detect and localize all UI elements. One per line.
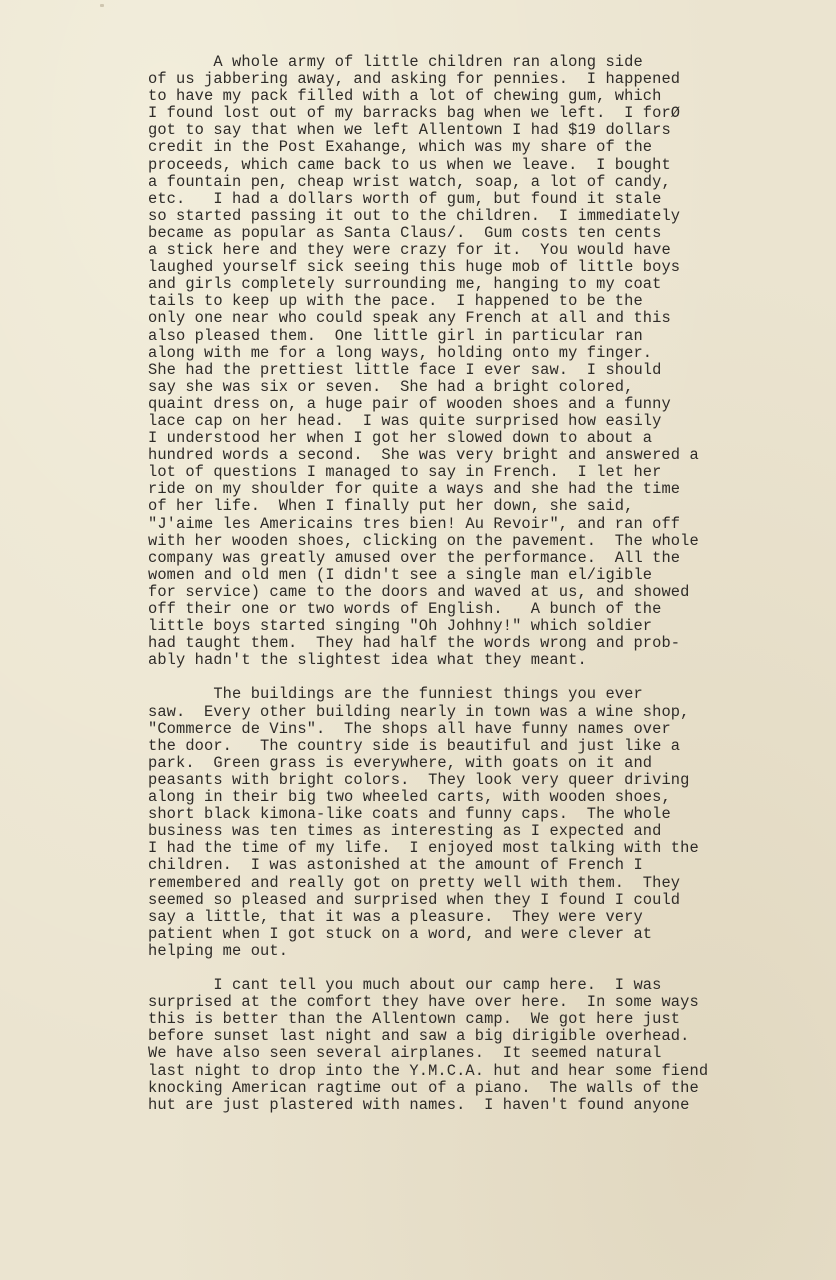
text-line: patient when I got stuck on a word, and were clever at (148, 924, 653, 943)
text-line: peasants with bright colors. They look very queer driving (148, 770, 690, 789)
text-line: women and old men (I didn't see a single man el/igible (148, 565, 653, 584)
text-line: proceeds, which came back to us when we leave. I bought (148, 155, 671, 174)
text-line: tails to keep up with the pace. I happened to be the (148, 292, 643, 311)
text-line: little boys started singing "Oh Johhny!" which soldier (148, 617, 653, 636)
paragraph-gap (148, 669, 788, 686)
text-line: surprised at the comfort they have over here. In some ways (148, 993, 699, 1012)
text-line: say she was six or seven. She had a bright colored, (148, 377, 634, 396)
text-line: along with me for a long ways, holding onto my finger. (148, 343, 653, 362)
paragraph (148, 977, 788, 1114)
paragraph (148, 54, 788, 669)
text-line: She had the prettiest little face I ever saw. I should (148, 360, 662, 379)
text-line: hut are just plastered with names. I haven't found anyone (148, 1095, 690, 1114)
text-line: only one near who could speak any French at all and this (148, 309, 671, 328)
text-line: I understood her when I got her slowed down to about a (148, 429, 653, 448)
text-line: of us jabbering away, and asking for pennies. I happened (148, 70, 681, 89)
text-line: short black kimona-like coats and funny caps. The whole (148, 805, 671, 824)
letter-body (148, 54, 788, 1114)
text-line: off their one or two words of English. A bunch of the (148, 600, 662, 618)
text-line: I cant tell you much about our camp here. I was (148, 976, 662, 995)
text-line: along in their big two wheeled carts, with wooden shoes, (148, 788, 671, 807)
text-line: company was greatly amused over the performance. All the (148, 548, 681, 567)
text-line: last night to drop into the Y.M.C.A. hut and hear some fiend (148, 1061, 709, 1080)
text-line: say a little, that it was a pleasure. They were very (148, 907, 643, 926)
text-line: the door. The country side is beautiful and just like a (148, 736, 681, 755)
text-line: a fountain pen, cheap wrist watch, soap, a lot of candy, (148, 172, 671, 191)
text-line: ably hadn't the slightest idea what they meant. (148, 651, 587, 670)
text-line: for service) came to the doors and waved at us, and showed (148, 582, 690, 601)
text-line: of her life. When I finally put her down, she said, (148, 497, 634, 516)
text-line: with her wooden shoes, clicking on the pavement. The whole (148, 531, 699, 550)
text-line: The buildings are the funniest things you ever (148, 685, 643, 704)
text-line: ride on my shoulder for quite a ways and she had the time (148, 480, 681, 499)
paragraph (148, 686, 788, 960)
text-line: became as popular as Santa Claus/. Gum costs ten cents (148, 223, 662, 242)
text-line: a stick here and they were crazy for it. You would have (148, 241, 671, 260)
text-line: I found lost out of my barracks bag when we left. I forØ (148, 104, 681, 123)
text-line: credit in the Post Exahange, which was my share of the (148, 138, 653, 157)
text-line: "Commerce de Vins". The shops all have funny names over (148, 719, 671, 738)
text-line: this is better than the Allentown camp. We got here just (148, 1010, 681, 1029)
text-line: before sunset last night and saw a big dirigible overhead. (148, 1027, 690, 1046)
text-line: lot of questions I managed to say in French. I let her (148, 463, 662, 482)
text-line: park. Green grass is everywhere, with goats on it and (148, 753, 653, 772)
text-line: to have my pack filled with a lot of chewing gum, which (148, 87, 662, 106)
text-line: got to say that when we left Allentown I had $19 dollars (148, 121, 671, 140)
text-line: business was ten times as interesting as I expected and (148, 822, 662, 841)
text-line: We have also seen several airplanes. It seemed natural (148, 1044, 662, 1063)
text-line: A whole army of little children ran along side (148, 53, 643, 71)
text-line: had taught them. They had half the words wrong and prob- (148, 634, 681, 653)
text-line: also pleased them. One little girl in particular ran (148, 326, 643, 345)
text-line: hundred words a second. She was very bright and answered a (148, 446, 699, 465)
text-line: seemed so pleased and surprised when they I found I could (148, 890, 681, 909)
text-line: I had the time of my life. I enjoyed most talking with the (148, 839, 699, 858)
text-line: etc. I had a dollars worth of gum, but found it stale (148, 189, 662, 208)
text-line: knocking American ragtime out of a piano. The walls of the (148, 1078, 699, 1097)
text-line: children. I was astonished at the amount of French I (148, 856, 643, 875)
text-line: so started passing it out to the children. I immediately (148, 206, 681, 225)
text-line: lace cap on her head. I was quite surprised how easily (148, 411, 662, 430)
text-line: quaint dress on, a huge pair of wooden shoes and a funny (148, 394, 671, 413)
paragraph-gap (148, 960, 788, 977)
paper-mark (100, 4, 104, 7)
text-line: and girls completely surrounding me, hanging to my coat (148, 275, 662, 294)
text-line: remembered and really got on pretty well with them. They (148, 873, 681, 892)
text-line: helping me out. (148, 941, 289, 960)
text-line: saw. Every other building nearly in town was a wine shop, (148, 702, 690, 721)
text-line: laughed yourself sick seeing this huge mob of little boys (148, 258, 681, 277)
text-line: "J'aime les Americains tres bien! Au Revoir", and ran off (148, 514, 681, 533)
